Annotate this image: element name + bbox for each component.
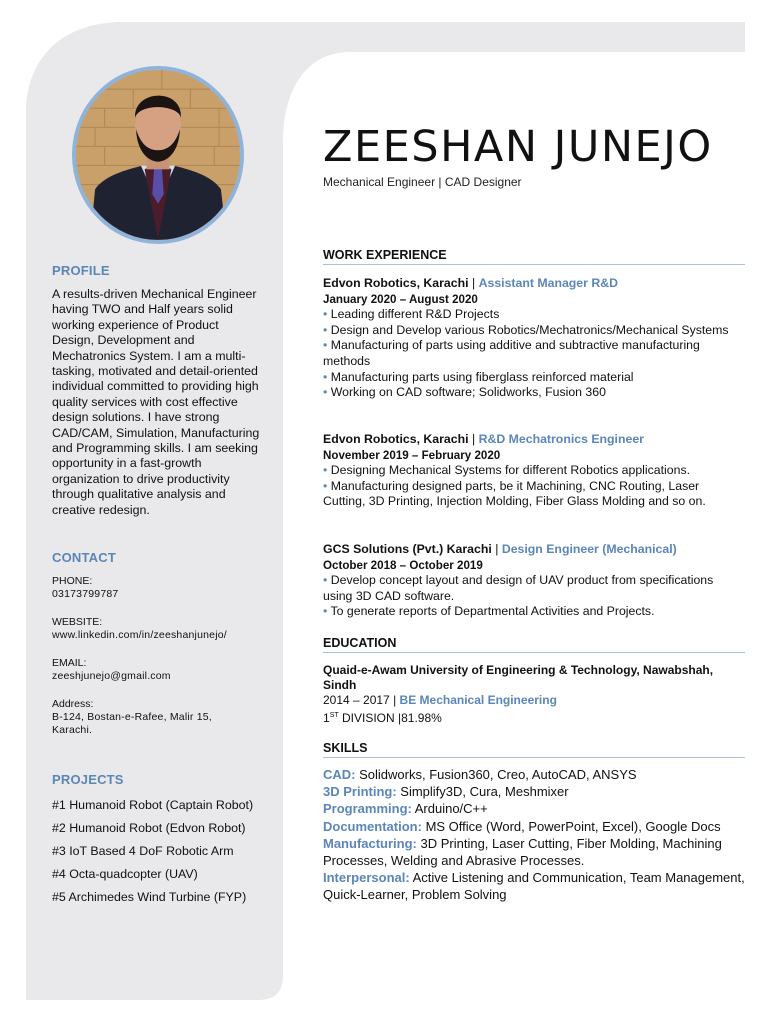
portrait-image — [76, 70, 240, 240]
address-line-1: B-124, Bostan-e-Rafee, Malir 15, — [52, 711, 212, 723]
phone-label: PHONE: — [52, 575, 93, 587]
job-entry: GCS Solutions (Pvt.) Karachi | Design Engineer (Mechanical) October 2018 – October 2019 • Develop concept layout and design of UAV product from specifications using 3D CAD software. • To generate reports of Departmental Activities and Projects. — [323, 542, 743, 620]
job-bullet: • Designing Mechanical Systems for different Robotics applications. — [323, 463, 691, 478]
website-link[interactable]: www.linkedin.com/in/zeeshanjunejo/ — [52, 629, 227, 641]
project-item: #1 Humanoid Robot (Captain Robot) — [52, 798, 254, 812]
job-role: R&D Mechatronics Engineer — [478, 432, 644, 446]
job-bullet: • Leading different R&D Projects — [323, 307, 500, 322]
contact-block — [52, 575, 264, 737]
education-entry: Quaid-e-Awam University of Engineering & Technology, Nawabshah, Sindh 2014 – 2017 | BE Mechanical Engineering 1ST DIVISION |81.98% — [323, 663, 745, 726]
email-label: EMAIL: — [52, 657, 87, 669]
job-role: Assistant Manager R&D — [478, 276, 618, 290]
projects-list — [52, 794, 267, 909]
address-label: Address: — [52, 698, 94, 710]
job-bullet: • Manufacturing designed parts, be it Machining, CNC Routing, Laser Cutting, 3D Printing, Injection Molding, Fiber Glass Molding and so on. — [323, 478, 706, 509]
contact-heading: CONTACT — [52, 550, 116, 565]
job-company: GCS Solutions (Pvt.) Karachi — [323, 542, 492, 556]
project-item: #2 Humanoid Robot (Edvon Robot) — [52, 821, 246, 835]
person-subtitle: Mechanical Engineer | CAD Designer — [323, 175, 522, 189]
profile-photo — [72, 66, 244, 244]
address-line-2: Karachi. — [52, 724, 93, 736]
job-company: Edvon Robotics, Karachi — [323, 432, 469, 446]
skill-item: Interpersonal: Active Listening and Communication, Team Management, Quick-Learner, Problem Solving — [323, 870, 745, 903]
job-bullet: • Manufacturing of parts using additive and subtractive manufacturing methods — [323, 338, 700, 368]
profile-heading: PROFILE — [52, 263, 110, 278]
job-bullet: • Develop concept layout and design of UAV product from specifications using 3D CAD software. — [323, 573, 714, 603]
skill-item: Manufacturing: 3D Printing, Laser Cutting, Fiber Molding, Machining Processes, Welding and Abrasive Processes. — [323, 835, 722, 869]
phone-value[interactable]: 03173799787 — [52, 588, 119, 600]
job-bullet: • To generate reports of Departmental Activities and Projects. — [323, 604, 655, 619]
job-role: Design Engineer (Mechanical) — [501, 542, 677, 556]
project-item: #3 IoT Based 4 DoF Robotic Arm — [52, 844, 234, 858]
university-name: Quaid-e-Awam University of Engineering & Technology, Nawabshah, Sindh — [323, 663, 714, 692]
skill-item: Programming: Arduino/C++ — [323, 801, 488, 817]
skills-list — [323, 766, 745, 904]
job-company: Edvon Robotics, Karachi — [323, 276, 469, 290]
degree-name: BE Mechanical Engineering — [399, 693, 557, 707]
division-result: 1ST DIVISION |81.98% — [323, 711, 442, 725]
job-entry: Edvon Robotics, Karachi | R&D Mechatronics Engineer November 2019 – February 2020 • Designing Mechanical Systems for different Robotics applications. • Manufacturing designed parts, be it Machining, CNC Routing, Laser Cutting, 3D Printing, Injection Molding, Fiber Glass Molding and so on. — [323, 432, 743, 510]
project-item: #4 Octa-quadcopter (UAV) — [52, 867, 198, 881]
skill-item: Documentation: MS Office (Word, PowerPoint, Excel), Google Docs — [323, 818, 721, 834]
projects-heading: PROJECTS — [52, 772, 124, 787]
education-years: 2014 – 2017 — [323, 693, 390, 707]
email-link[interactable]: zeeshjunejo@gmail.com — [52, 670, 171, 682]
skill-item: 3D Printing: Simplify3D, Cura, Meshmixer — [323, 784, 569, 800]
job-entry: Edvon Robotics, Karachi | Assistant Manager R&D January 2020 – August 2020 • Leading different R&D Projects • Design and Develop various Robotics/Mechatronics/Mechanical Systems • Manufacturing of parts using additive and subtractive manufacturing methods • Manufacturing parts using fiberglass reinforced material • Working on CAD software; Solidworks, Fusion 360 — [323, 276, 743, 401]
job-dates: January 2020 – August 2020 — [323, 292, 478, 306]
education-heading: EDUCATION — [323, 636, 745, 653]
job-bullet: • Manufacturing parts using fiberglass reinforced material — [323, 369, 634, 384]
project-item: #5 Archimedes Wind Turbine (FYP) — [52, 890, 247, 904]
job-dates: November 2019 – February 2020 — [323, 448, 501, 462]
work-experience-heading: WORK EXPERIENCE — [323, 248, 745, 265]
skill-item: CAD: Solidworks, Fusion360, Creo, AutoCAD, ANSYS — [323, 767, 637, 782]
person-name: ZEESHAN JUNEJO — [323, 122, 713, 172]
job-bullet: • Design and Develop various Robotics/Mechatronics/Mechanical Systems — [323, 322, 729, 337]
job-dates: October 2018 – October 2019 — [323, 558, 483, 572]
job-bullet: • Working on CAD software; Solidworks, Fusion 360 — [323, 385, 606, 400]
website-label: WEBSITE: — [52, 616, 103, 628]
skills-heading: SKILLS — [323, 741, 745, 758]
profile-text: A results-driven Mechanical Engineer having TWO and Half years solid working experience of Product Design, Development and Mechatronics System. I am a multi-tasking, motivated and detail-oriented individual committed to providing high quality services with cost effective design solutions. I have strong CAD/CAM, Simulation, Manufacturing and Programming skills. I am seeking opportunity in a fast-growth organization to drive productivity through qualitative analysis and creative redesign. — [52, 287, 260, 517]
